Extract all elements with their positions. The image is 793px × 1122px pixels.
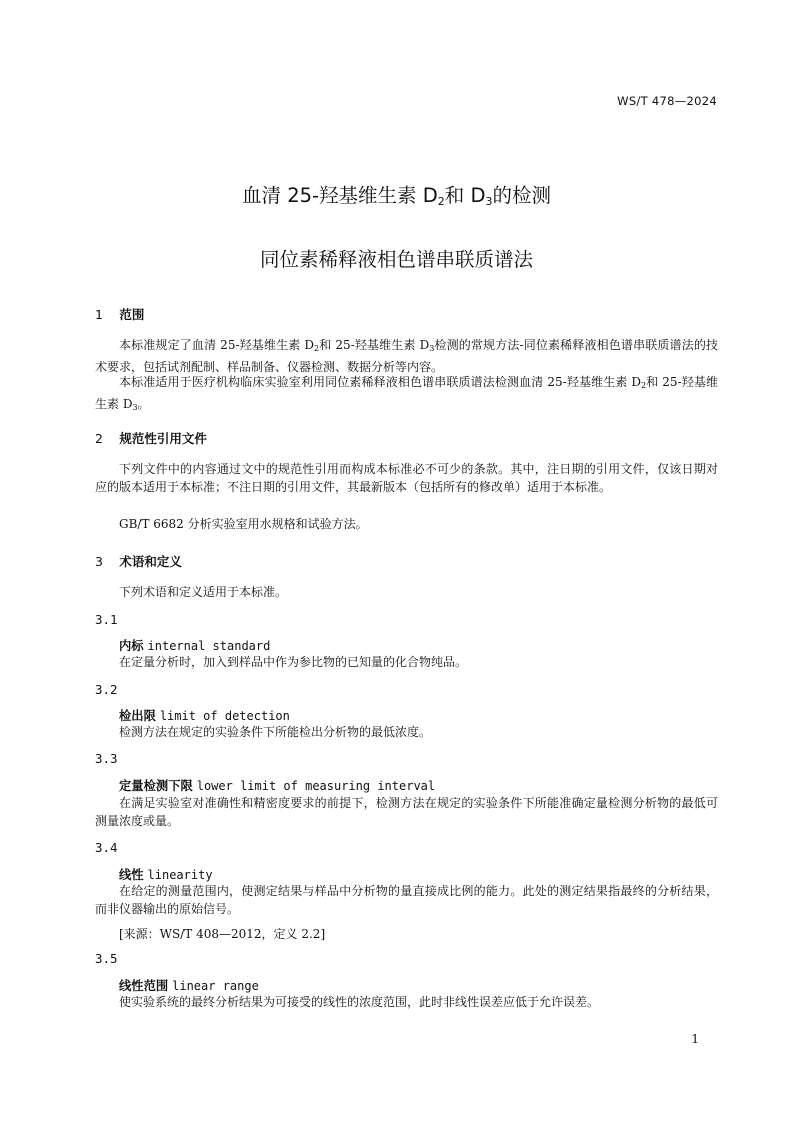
references-paragraph-1: 下列文件中的内容通过文中的规范性引用而构成本标准必不可少的条款。其中，注日期的引用文件，仅该日期对应的版本适用于本标准；不注日期的引用文件，其最新版本（包括所有的修改单）适用于本标准。: [95, 462, 718, 495]
term-definition: 在定量分析时，加入到样品中作为参比物的已知量的化合物纯品。: [119, 655, 468, 669]
term-source: [来源：WS/T 408—2012，定义 2.2]: [119, 927, 326, 941]
term-title: 内标 internal standard: [119, 639, 271, 653]
term-number: 3.2: [95, 682, 118, 697]
term-title: 线性范围 linear range: [119, 979, 259, 993]
page-subtitle: 同位素稀释液相色谱串联质谱法: [259, 248, 533, 271]
page-number: 1: [691, 1032, 699, 1046]
term-definition: 检测方法在规定的实验条件下所能检出分析物的最低浓度。: [119, 725, 432, 739]
term-number: 3.1: [95, 612, 118, 627]
references-paragraph-2: GB/T 6682 分析实验室用水规格和试验方法。: [119, 517, 368, 531]
scope-paragraph-1: 本标准规定了血清 25-羟基维生素 $D_2$和 25-羟基维生素 $D_3$检测的常规方法-同位素稀释液相色谱串联质谱法的技术要求，包括试剂配制、样品制备、仪器检测、数据分析等内容。: [95, 338, 718, 375]
term-title: 定量检测下限 lower limit of measuring interval: [119, 779, 436, 793]
term-definition: 在给定的测量范围内，使测定结果与样品中分析物的量直接成比例的能力。此处的测定结果指最终的分析结果，而非仪器输出的原始信号。: [95, 884, 718, 917]
term-definition: 在满足实验室对准确性和精密度要求的前提下，检测方法在规定的实验条件下所能准确定量检测分析物的最低可测量浓度或量。: [95, 796, 718, 829]
standard-number: WS/T 478—2024: [617, 94, 717, 108]
terms-intro: 下列术语和定义适用于本标准。: [119, 585, 288, 599]
section-heading-scope: 1 范围: [95, 307, 145, 322]
term-title: 检出限 limit of detection: [119, 709, 290, 723]
term-number: 3.5: [95, 951, 118, 966]
term-definition: 使实验系统的最终分析结果为可接受的线性的浓度范围，此时非线性误差应低于允许误差。: [119, 995, 600, 1009]
section-heading-normative-references: 2 规范性引用文件: [95, 431, 207, 446]
scope-paragraph-2: 本标准适用于医疗机构临床实验室利用同位素稀释液相色谱串联质谱法检测血清 25-羟基维生素 $D_2$和 25-羟基维生素 $D_3$。: [95, 375, 719, 413]
term-number: 3.3: [95, 751, 118, 766]
term-title: 线性 linearity: [119, 868, 213, 882]
section-heading-terms: 3 术语和定义: [95, 554, 182, 569]
page-title: 血清 25-羟基维生素 $D_2$和 $D_3$的检测: [242, 184, 551, 208]
term-number: 3.4: [95, 840, 118, 855]
